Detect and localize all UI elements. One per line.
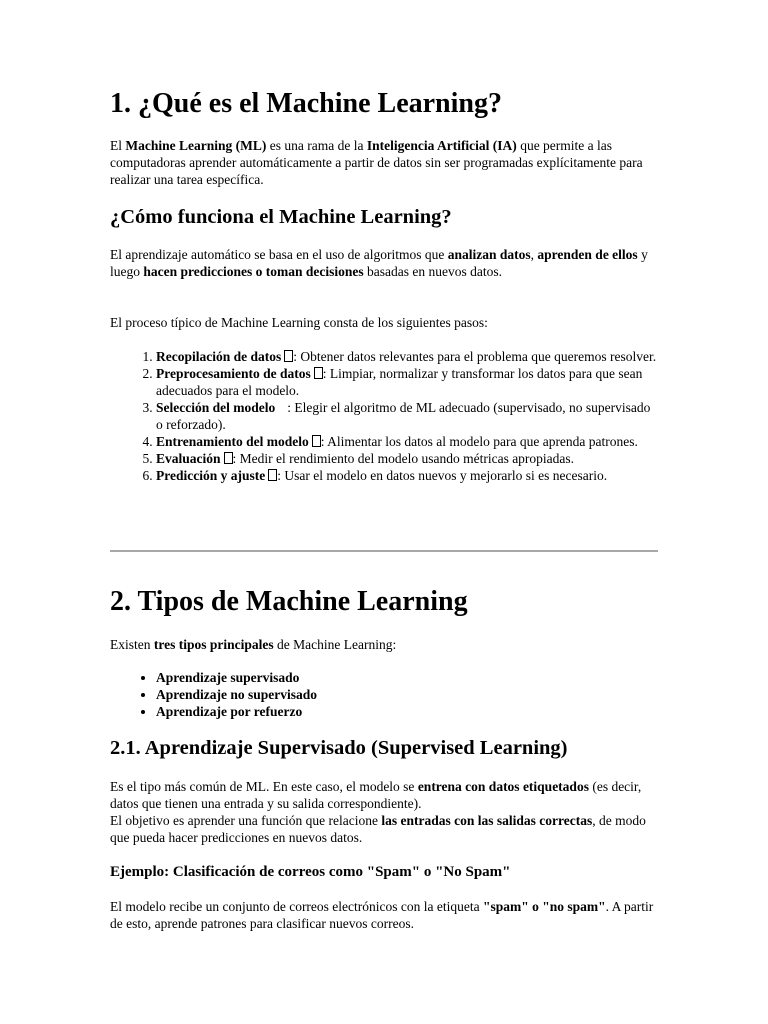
step-text: : Limpiar, normalizar y transformar los datos para que sean adecuados para el modelo. [156,366,643,398]
bold-spam-label: "spam" o "no spam" [482,899,606,914]
missing-glyph-icon [312,435,321,447]
how-it-works-paragraph [110,246,658,280]
paragraph-text: y luego [110,247,648,279]
intro-text: que permite a las computadoras aprender automáticamente a partir de datos sin ser programadas explícitamente para realizar una tarea específica. [110,138,643,187]
paragraph-text: . A partir de esto, aprende patrones para clasificar nuevos correos. [110,899,654,931]
missing-glyph-icon [284,350,293,362]
ml-type-item [156,703,658,720]
ml-type-label: Aprendizaje supervisado [156,670,300,685]
paragraph-text: El objetivo es aprender una función que relacione [110,813,382,828]
process-step [156,348,658,365]
ml-type-label: Aprendizaje por refuerzo [156,704,303,719]
ml-type-item [156,669,658,686]
step-text: : Alimentar los datos al modelo para que aprenda patrones. [320,434,638,449]
bold-predicciones: hacen predicciones o toman decisiones [143,264,364,279]
process-steps-list [110,348,658,484]
step-title: Preprocesamiento de datos [156,366,311,381]
example-heading: Ejemplo: Clasificación de correos como "Spam" o "No Spam" [110,864,511,880]
intro-text: es una rama de la [266,138,367,153]
step-title: Selección del modelo [156,400,276,415]
bold-entrena: entrena con datos etiquetados [417,779,589,794]
section-2-title: 2. Tipos de Machine Learning [110,586,468,617]
section-1-title: 1. ¿Qué es el Machine Learning? [110,88,502,119]
intro-text: de Machine Learning: [273,637,397,652]
process-intro: El proceso típico de Machine Learning consta de los siguientes pasos: [110,315,488,330]
intro-bold-tipos: tres tipos principales [153,637,274,652]
example-paragraph [110,898,658,932]
paragraph-text: basadas en nuevos datos. [363,264,502,279]
missing-glyph-icon [314,367,323,379]
section-divider [110,550,658,552]
section-2-intro [110,636,658,653]
bold-analizan: analizan datos [447,247,531,262]
step-title: Evaluación [156,451,221,466]
missing-glyph-icon [268,469,277,481]
step-text: : Elegir el algoritmo de ML adecuado (supervisado, no supervisado o reforzado). [156,400,651,432]
process-step [156,365,658,399]
paragraph-text: , [530,247,538,262]
bold-entradas: las entradas con las salidas correctas [381,813,593,828]
step-title: Predicción y ajuste [156,468,266,483]
step-text: : Medir el rendimiento del modelo usando métricas apropiadas. [232,451,575,466]
paragraph-text: El aprendizaje automático se basa en el uso de algoritmos que [110,247,448,262]
process-step [156,467,658,484]
supervised-paragraph-2 [110,812,658,846]
intro-bold-ml: Machine Learning (ML) [125,138,267,153]
intro-text: Existen [110,637,154,652]
missing-glyph-icon [224,452,233,464]
section-1-intro [110,137,658,188]
intro-text: El [110,138,126,153]
ml-type-item [156,686,658,703]
step-title: Recopilación de datos [156,349,282,364]
step-text: : Obtener datos relevantes para el problema que queremos resolver. [293,349,657,364]
intro-bold-ia: Inteligencia Artificial (IA) [366,138,517,153]
supervised-learning-heading: 2.1. Aprendizaje Supervisado (Supervised Learning) [110,737,568,759]
bold-aprenden: aprenden de ellos [537,247,638,262]
paragraph-text: El modelo recibe un conjunto de correos electrónicos con la etiqueta [110,899,483,914]
process-step [156,399,658,433]
process-step [156,450,658,467]
supervised-paragraph-1 [110,778,658,812]
paragraph-text: , de modo que pueda hacer predicciones en nuevos datos. [110,813,646,845]
ml-types-list [110,669,658,720]
paragraph-text: Es el tipo más común de ML. En este caso, el modelo se [110,779,418,794]
step-text: : Usar el modelo en datos nuevos y mejorarlo si es necesario. [277,468,608,483]
ml-type-label: Aprendizaje no supervisado [156,687,318,702]
step-title: Entrenamiento del modelo [156,434,309,449]
paragraph-text: (es decir, datos que tienen una entrada y su salida correspondiente). [110,779,642,811]
process-step [156,433,658,450]
section-1-subtitle: ¿Cómo funciona el Machine Learning? [110,206,452,228]
